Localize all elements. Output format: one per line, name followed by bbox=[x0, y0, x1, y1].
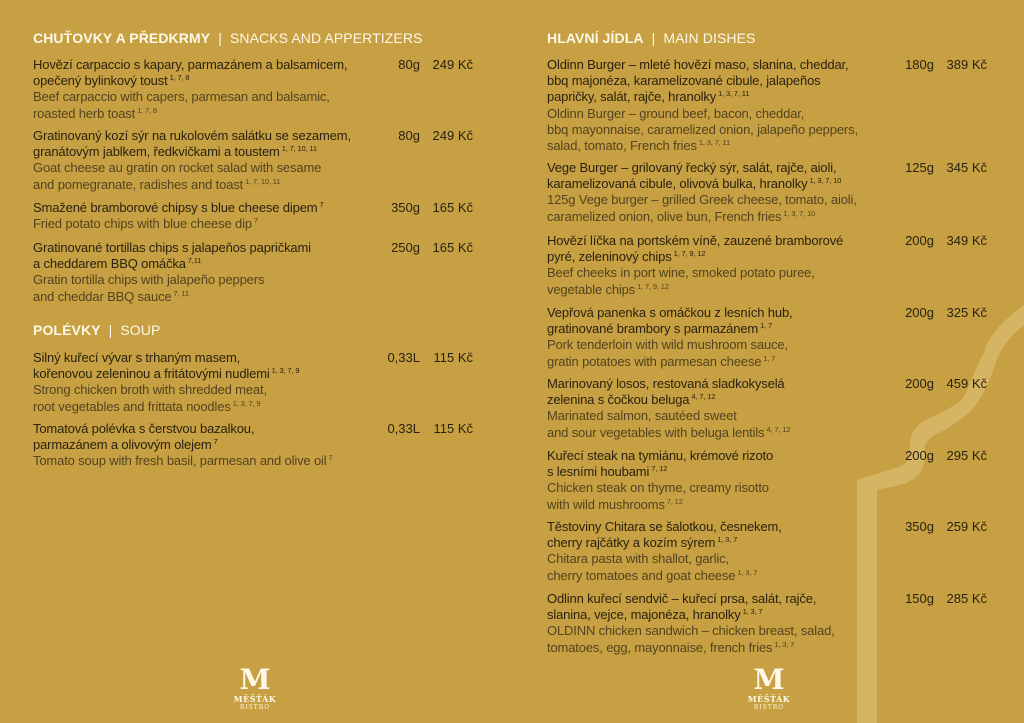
item-description bbox=[33, 89, 388, 121]
item-name-line: Marinovaný losos, restovaná sladkokyselá bbox=[547, 376, 785, 391]
item-description-line: Goat cheese au gratin on rocket salad with sesame bbox=[33, 160, 322, 176]
logo-letter: M bbox=[753, 663, 785, 696]
heading-cz: CHUŤOVKY A PŘEDKRMY bbox=[33, 30, 211, 46]
item-name-line: Tomatová polévka s čerstvou bazalkou, bbox=[33, 421, 255, 436]
item-description-line: OLDINN chicken sandwich – chicken breast, salad, bbox=[547, 623, 835, 639]
item-description-line: Pork tenderloin with wild mushroom sauce, bbox=[547, 337, 788, 353]
allergens: 7, 12 bbox=[651, 464, 668, 474]
item-price: 115 Kč bbox=[433, 421, 473, 436]
item-weight: 180g bbox=[905, 57, 934, 72]
item-price: 345 Kč bbox=[946, 160, 987, 175]
heading-separator: | bbox=[218, 30, 222, 46]
item-description-line: vegetable chips bbox=[547, 281, 636, 297]
item-price: 295 Kč bbox=[946, 448, 987, 463]
item-name bbox=[33, 57, 388, 89]
item-description bbox=[547, 551, 902, 583]
item-description-line: cherry tomatoes and goat cheese bbox=[547, 567, 736, 583]
allergens: 7 bbox=[213, 437, 218, 447]
item-description-line: Chitara pasta with shallot, garlic, bbox=[547, 551, 729, 567]
item-description-line: Chicken steak on thyme, creamy risotto bbox=[547, 480, 769, 496]
item-name-line: opečený bylinkový toust bbox=[33, 73, 168, 89]
logo-letter: M bbox=[239, 663, 271, 696]
allergens: 1, 3, 7 bbox=[742, 607, 763, 617]
item-description bbox=[547, 265, 902, 297]
item-name bbox=[547, 591, 902, 623]
allergens: 4, 7, 12 bbox=[691, 392, 716, 402]
item-description bbox=[547, 480, 902, 512]
allergens: 1, 3, 7, 11 bbox=[698, 138, 731, 148]
item-name bbox=[33, 240, 388, 272]
item-name-line: Smažené bramborové chipsy s blue cheese dipem bbox=[33, 200, 318, 215]
item-description-line: Gratin tortilla chips with jalapeño peppers bbox=[33, 272, 265, 288]
item-name-line: granátovým jablkem, ředkvičkami a toustem bbox=[33, 144, 280, 160]
logo-name: MĚŠŤÁK bbox=[747, 694, 791, 704]
allergens: 1, 3, 7, 10 bbox=[809, 176, 842, 186]
item-description-line: Fried potato chips with blue cheese dip bbox=[33, 216, 252, 232]
allergens: 1, 7, 9, 12 bbox=[673, 249, 706, 259]
item-name-line: Těstoviny Chitara se šalotkou, česnekem, bbox=[547, 519, 782, 534]
item-price: 349 Kč bbox=[946, 233, 987, 248]
item-name-line: Vege Burger – grilovaný řecký sýr, salát, rajče, aioli, bbox=[547, 160, 837, 175]
allergens: 1, 3, 7, 11 bbox=[718, 89, 750, 99]
heading-separator: | bbox=[651, 30, 656, 46]
item-description-line: roasted herb toast bbox=[33, 105, 136, 121]
item-weight: 80g bbox=[398, 57, 420, 72]
item-name bbox=[547, 57, 902, 106]
item-weight: 350g bbox=[391, 200, 420, 215]
item-name-line: kořenovou zeleninou a fritátovými nudlemi bbox=[33, 366, 270, 382]
heading-en: SOUP bbox=[120, 322, 161, 338]
item-description bbox=[547, 106, 902, 155]
section-heading-snacks bbox=[33, 30, 423, 46]
bistro-logo-left bbox=[225, 663, 285, 712]
heading-cz: POLÉVKY bbox=[33, 322, 101, 338]
item-weight: 200g bbox=[905, 305, 934, 320]
item-name-line: zelenina s čočkou beluga bbox=[547, 392, 690, 408]
item-description-line: with wild mushrooms bbox=[547, 496, 665, 512]
menu-item bbox=[547, 57, 987, 154]
item-name-line: a cheddarem BBQ omáčka bbox=[33, 256, 186, 272]
item-description bbox=[33, 272, 388, 304]
menu-item bbox=[33, 421, 473, 470]
allergens: 1, 7 bbox=[760, 321, 773, 331]
item-description-line: root vegetables and frittata noodles bbox=[33, 398, 231, 414]
item-name bbox=[547, 305, 902, 337]
allergens: 1, 7, 10, 11 bbox=[245, 176, 281, 186]
item-price: 259 Kč bbox=[946, 519, 987, 534]
item-description bbox=[33, 160, 388, 192]
item-name bbox=[547, 376, 902, 408]
allergens: 7, 11 bbox=[173, 288, 189, 298]
item-name bbox=[33, 200, 388, 216]
item-weight: 0,33L bbox=[387, 350, 420, 365]
item-weight: 200g bbox=[905, 376, 934, 391]
item-price: 165 Kč bbox=[432, 200, 473, 215]
allergens: 1, 3, 7 bbox=[717, 535, 738, 545]
heading-cz: HLAVNÍ JÍDLA bbox=[547, 30, 644, 46]
allergens: 1, 7 bbox=[763, 353, 776, 363]
allergens: 1, 3, 7, 9 bbox=[232, 398, 261, 408]
item-name-line: Hovězí líčka na portském víně, zauzené bramborové bbox=[547, 233, 844, 248]
item-name-line: cherry rajčátky a kozím sýrem bbox=[547, 535, 716, 551]
item-weight: 150g bbox=[905, 591, 934, 606]
allergens: 1, 7, 9, 12 bbox=[637, 281, 669, 291]
item-description-line: Strong chicken broth with shredded meat, bbox=[33, 382, 267, 398]
heading-en: SNACKS AND APPERTIZERS bbox=[229, 30, 423, 46]
item-name bbox=[33, 128, 388, 160]
item-description-line: Tomato soup with fresh basil, parmesan and olive oil bbox=[33, 453, 327, 469]
item-description bbox=[547, 408, 902, 440]
item-name bbox=[547, 519, 902, 551]
section-heading-soup bbox=[33, 322, 160, 338]
allergens: 7, 12 bbox=[666, 496, 683, 506]
item-weight: 200g bbox=[905, 448, 934, 463]
item-description bbox=[33, 216, 388, 232]
allergens: 1, 3, 7 bbox=[774, 639, 795, 649]
menu-item bbox=[33, 240, 473, 305]
allergens: 1, 3, 7 bbox=[737, 567, 758, 577]
item-name-line: Kuřecí steak na tymiánu, krémové rizoto bbox=[547, 448, 774, 463]
item-description-line: bbq mayonnaise, caramelized onion, jalapeño peppers, bbox=[547, 121, 858, 137]
item-price: 325 Kč bbox=[946, 305, 987, 320]
item-weight: 125g bbox=[905, 160, 934, 175]
menu-item bbox=[33, 128, 473, 193]
item-price: 249 Kč bbox=[432, 57, 473, 72]
logo-name: MĚŠŤÁK bbox=[233, 694, 277, 704]
section-heading-mains bbox=[547, 30, 755, 46]
item-weight: 250g bbox=[391, 240, 420, 255]
menu-item bbox=[33, 57, 473, 122]
item-description bbox=[33, 453, 388, 469]
item-price: 249 Kč bbox=[432, 128, 473, 143]
item-price: 115 Kč bbox=[433, 350, 473, 365]
item-description bbox=[547, 623, 902, 655]
allergens: 1, 7, 10, 11 bbox=[281, 144, 317, 154]
item-name bbox=[33, 350, 388, 382]
bistro-logo-right bbox=[739, 663, 799, 712]
item-weight: 200g bbox=[905, 233, 934, 248]
menu-item bbox=[547, 519, 987, 584]
item-name bbox=[33, 421, 388, 453]
item-name-line: Silný kuřecí vývar s trhaným masem, bbox=[33, 350, 241, 365]
item-name-line: Vepřová panenka s omáčkou z lesních hub, bbox=[547, 305, 793, 320]
allergens: 7 bbox=[319, 200, 324, 209]
menu-item bbox=[33, 200, 473, 232]
allergens: 7,11 bbox=[187, 256, 202, 266]
item-name-line: s lesními houbami bbox=[547, 464, 650, 480]
item-price: 165 Kč bbox=[432, 240, 473, 255]
item-name-line: Gratinované tortillas chips s jalapeňos papričkami bbox=[33, 240, 311, 255]
item-name-line: bbq majonéza, karamelizované cibule, jalapeños bbox=[547, 73, 821, 89]
item-weight: 350g bbox=[905, 519, 934, 534]
item-name-line: Oldinn Burger – mleté hovězí maso, slanina, cheddar, bbox=[547, 57, 849, 72]
item-description bbox=[547, 337, 902, 369]
allergens: 7 bbox=[253, 216, 258, 226]
menu-item bbox=[33, 350, 473, 415]
item-name-line: slanina, vejce, majonéza, hranolky bbox=[547, 607, 741, 623]
item-name-line: pyré, zeleninový chips bbox=[547, 249, 672, 265]
item-description bbox=[547, 192, 902, 224]
item-price: 459 Kč bbox=[946, 376, 987, 391]
menu-item bbox=[547, 591, 987, 656]
menu-item bbox=[547, 376, 987, 441]
item-price: 285 Kč bbox=[946, 591, 987, 606]
heading-en: MAIN DISHES bbox=[663, 30, 756, 46]
allergens: 1, 3, 7, 10 bbox=[783, 208, 816, 218]
item-description bbox=[33, 382, 388, 414]
item-name bbox=[547, 448, 902, 480]
item-name-line: Gratinovaný kozí sýr na rukolovém salátku se sezamem, bbox=[33, 128, 351, 143]
item-name-line: Odlinn kuřecí sendvič – kuřecí prsa, salát, rajče, bbox=[547, 591, 817, 606]
item-name-line: parmazánem a olivovým olejem bbox=[33, 437, 212, 453]
item-name-line: papričky, salát, rajče, hranolky bbox=[547, 89, 717, 105]
item-description-line: Beef cheeks in port wine, smoked potato puree, bbox=[547, 265, 815, 281]
item-description-line: tomatoes, egg, mayonnaise, french fries bbox=[547, 639, 773, 655]
item-description-line: and pomegranate, radishes and toast bbox=[33, 176, 244, 192]
item-name-line: Hovězí carpaccio s kapary, parmazánem a balsamicem, bbox=[33, 57, 348, 72]
item-price: 389 Kč bbox=[946, 57, 987, 72]
allergens: 7 bbox=[328, 453, 333, 463]
item-description-line: Oldinn Burger – ground beef, bacon, cheddar, bbox=[547, 105, 805, 121]
item-description-line: salad, tomato, French fries bbox=[547, 138, 697, 154]
menu-item bbox=[547, 305, 987, 370]
logo-sub: BISTRO bbox=[239, 704, 271, 711]
menu-item bbox=[547, 448, 987, 513]
menu-item bbox=[547, 160, 987, 225]
item-name bbox=[547, 233, 902, 265]
item-description-line: caramelized onion, olive bun, French fries bbox=[547, 208, 782, 224]
item-weight: 0,33L bbox=[387, 421, 420, 436]
heading-separator: | bbox=[108, 322, 113, 338]
allergens: 1, 3, 7, 9 bbox=[271, 366, 300, 376]
item-weight: 80g bbox=[398, 128, 420, 143]
item-description-line: Marinated salmon, sautéed sweet bbox=[547, 408, 737, 424]
allergens: 1, 7, 8 bbox=[137, 105, 157, 115]
item-name-line: karamelizovaná cibule, olivová bulka, hranolky bbox=[547, 176, 808, 192]
item-description-line: Beef carpaccio with capers, parmesan and balsamic, bbox=[33, 89, 330, 105]
item-description-line: 125g Vege burger – grilled Greek cheese, tomato, aioli, bbox=[547, 192, 857, 208]
allergens: 4, 7, 12 bbox=[766, 424, 791, 434]
item-name-line: gratinované brambory s parmazánem bbox=[547, 321, 759, 337]
item-name bbox=[547, 160, 902, 192]
allergens: 1, 7, 8 bbox=[169, 73, 190, 83]
menu-item bbox=[547, 233, 987, 298]
item-description-line: gratin potatoes with parmesan cheese bbox=[547, 353, 762, 369]
item-description-line: and sour vegetables with beluga lentils bbox=[547, 424, 765, 440]
item-description-line: and cheddar BBQ sauce bbox=[33, 288, 172, 304]
logo-sub: BISTRO bbox=[753, 704, 785, 711]
